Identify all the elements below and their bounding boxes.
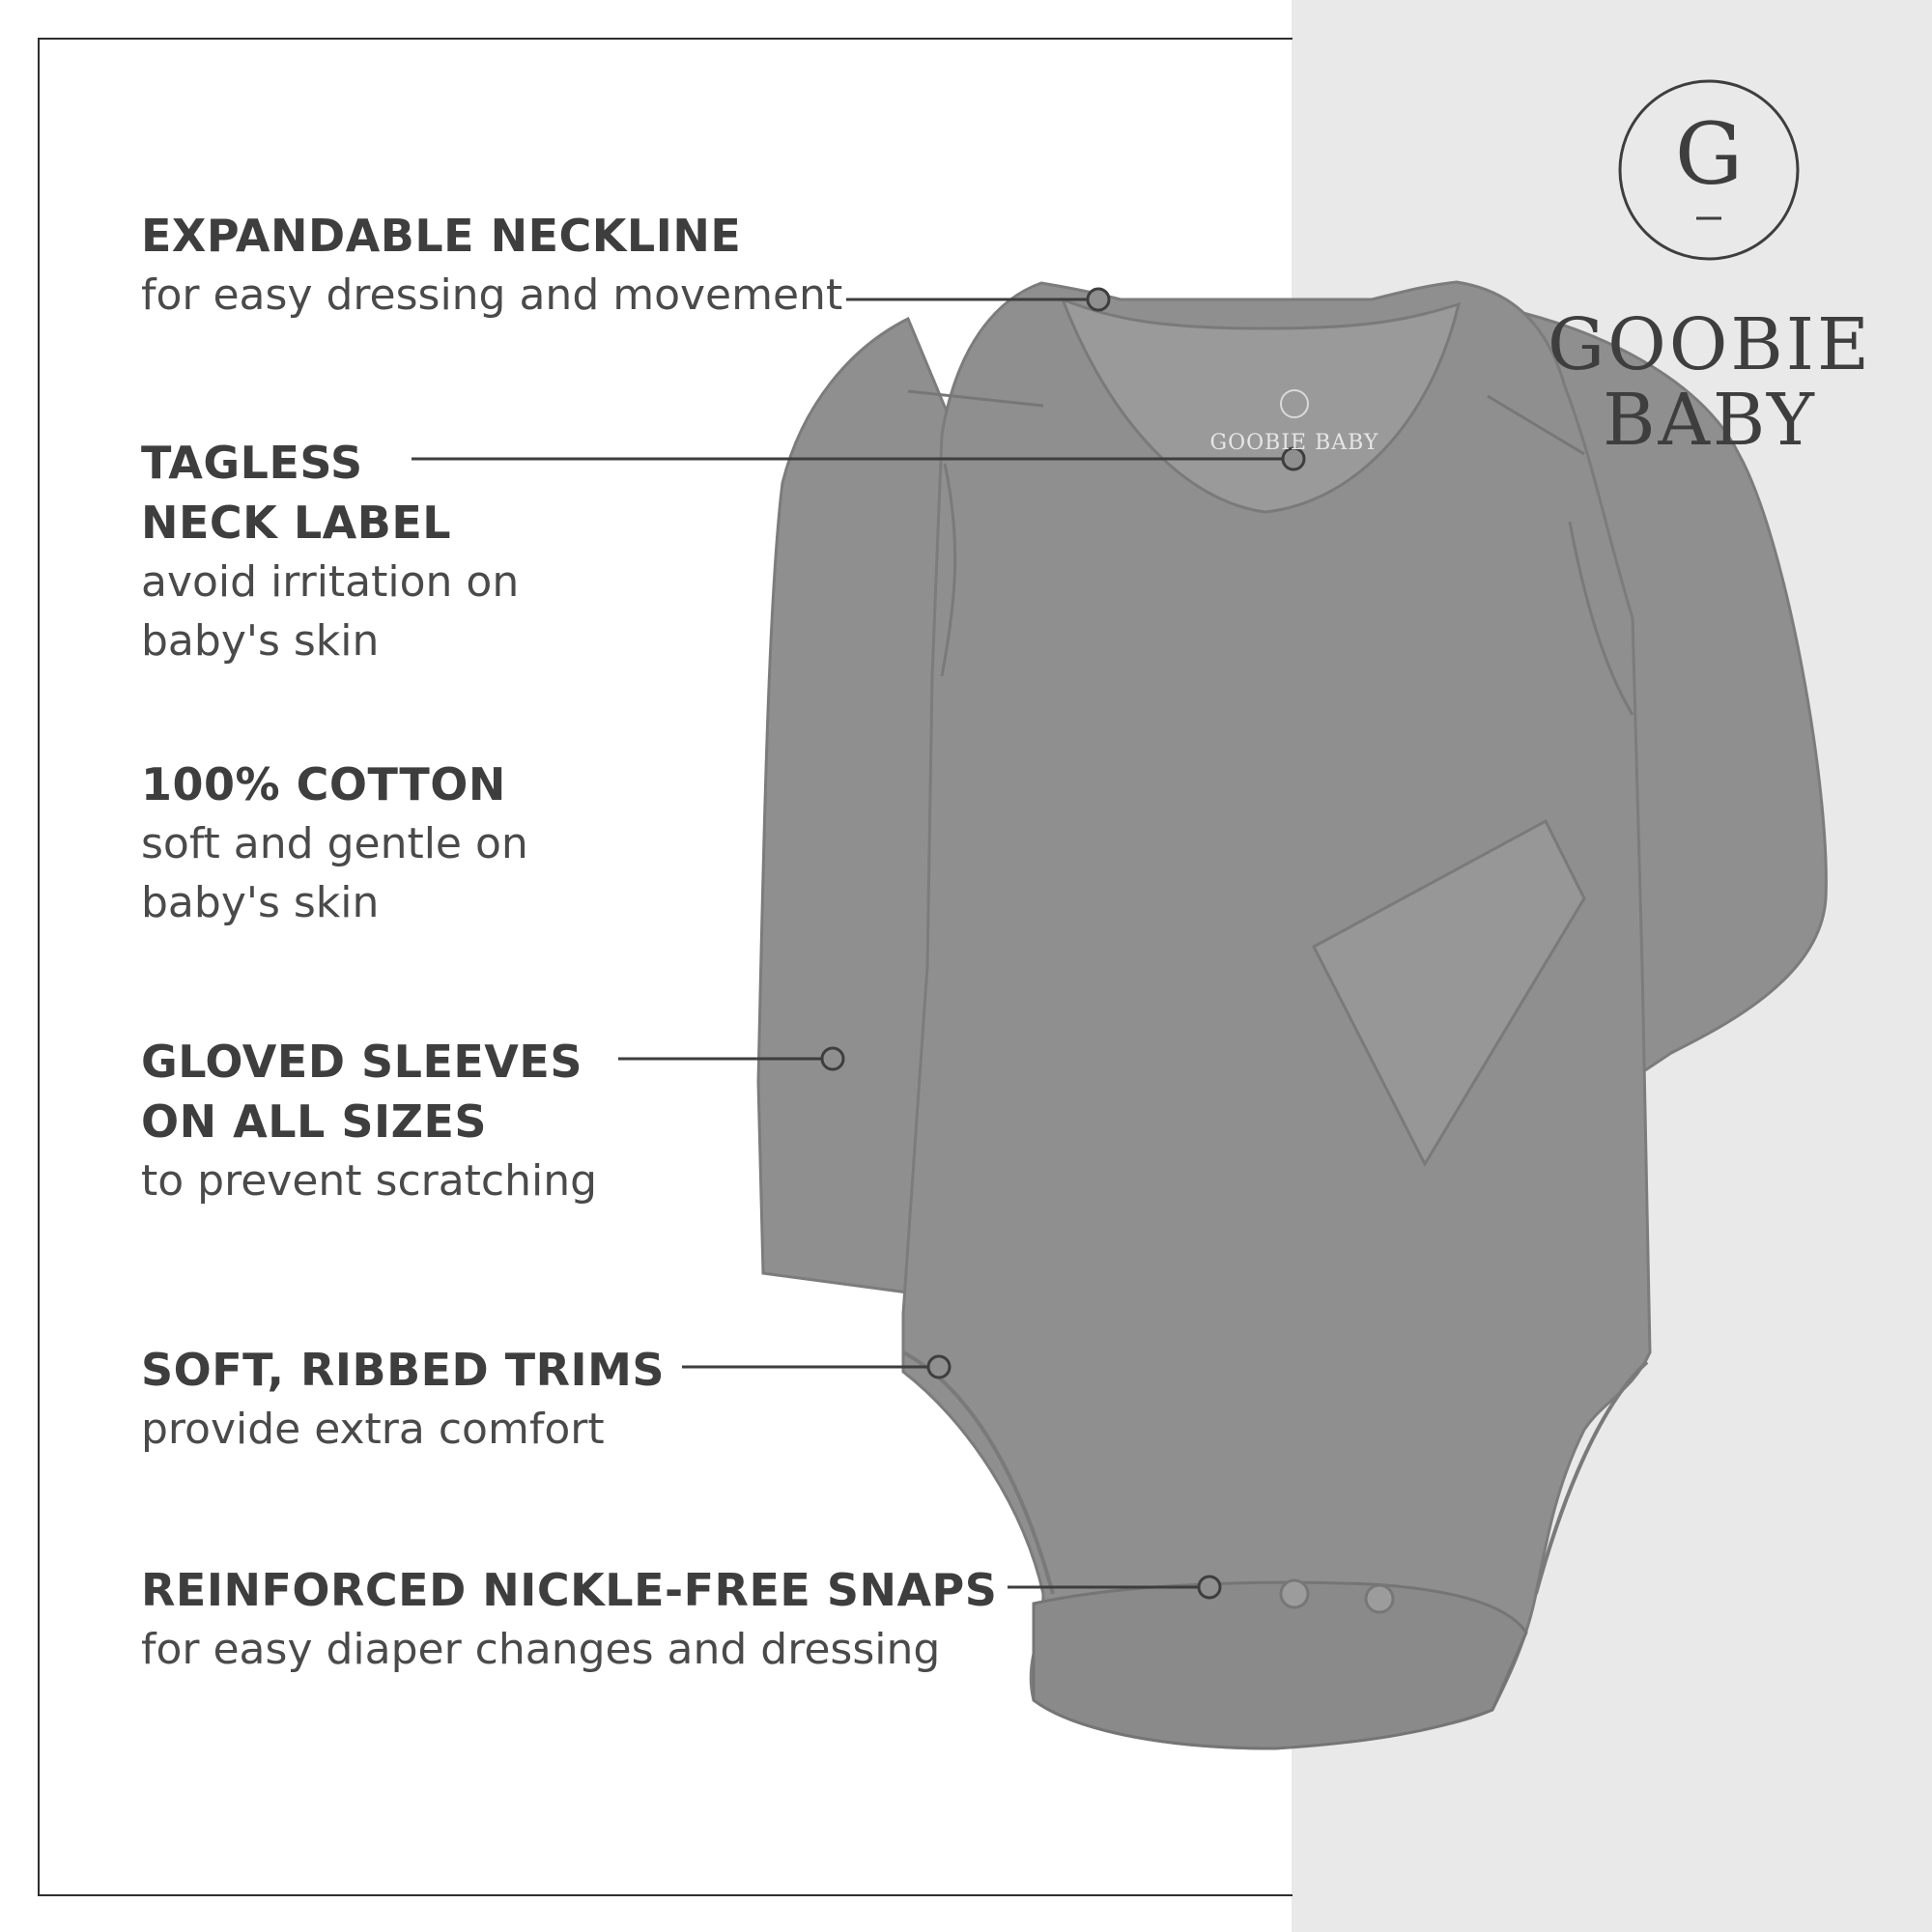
feature-title: EXPANDABLE NECKLINE [141, 210, 742, 262]
feature-description: to prevent scratching [141, 1156, 598, 1206]
garment-brand-tag: GOOBIE BABY [1209, 431, 1379, 455]
feature-snaps [141, 1560, 997, 1679]
feature-title: REINFORCED NICKLE-FREE SNAPS [141, 1564, 998, 1616]
feature-description-line1: avoid irritation on [141, 557, 520, 607]
brand-name-line1: GOOBIE [1547, 303, 1873, 386]
feature-description: provide extra comfort [141, 1405, 605, 1454]
feature-title-line1: TAGLESS [141, 437, 363, 489]
trims-dot [928, 1356, 950, 1378]
feature-description: for easy dressing and movement [141, 270, 843, 320]
snap-3 [1366, 1585, 1393, 1612]
feature-title: SOFT, RIBBED TRIMS [141, 1344, 666, 1396]
feature-title-line2: NECK LABEL [141, 497, 452, 549]
snap-2 [1281, 1580, 1308, 1607]
sleeves-dot [822, 1048, 843, 1069]
feature-description-line1: soft and gentle on [141, 819, 528, 868]
feature-cotton [141, 754, 528, 932]
feature-description-line2: baby's skin [141, 616, 380, 666]
brand-name [1546, 303, 1874, 462]
feature-title-line2: ON ALL SIZES [141, 1095, 488, 1148]
brand-logo-letter: G [1674, 104, 1744, 204]
feature-description: for easy diaper changes and dressing [141, 1625, 941, 1674]
feature-gloved-sleeves [141, 1032, 597, 1210]
feature-title-line1: GLOVED SLEEVES [141, 1036, 582, 1088]
feature-title: 100% COTTON [141, 758, 506, 810]
snap-dot-1 [1199, 1577, 1220, 1598]
crotch-flap [1034, 1582, 1526, 1748]
feature-tagless-label [141, 433, 519, 670]
feature-description-line2: baby's skin [141, 878, 380, 927]
brand-name-line2: BABY [1603, 379, 1817, 462]
feature-ribbed-trims [141, 1340, 665, 1459]
feature-expandable-neckline [141, 206, 842, 325]
neckline-dot [1088, 289, 1109, 310]
